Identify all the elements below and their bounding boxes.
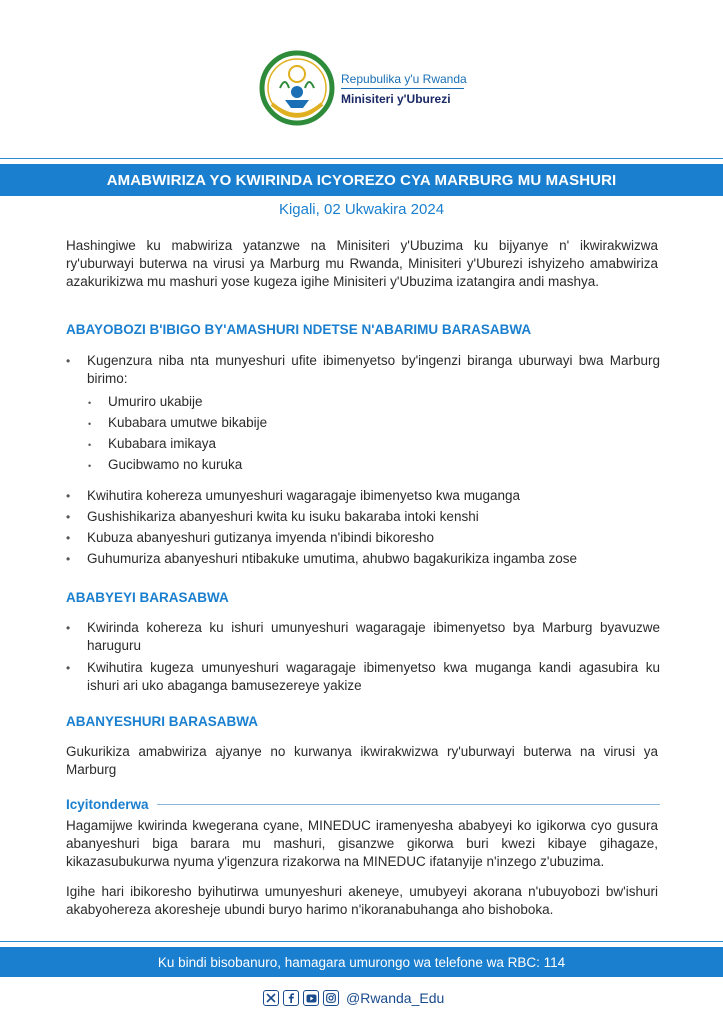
note-title: Icyitonderwa	[66, 796, 149, 812]
list-item: • Gushishikariza abanyeshuri kwita ku isuku bakaraba intoki kenshi	[66, 508, 660, 526]
hotline-text: Ku bindi bisobanuro, hamagara umurongo wa telefone wa RBC: 114	[157, 954, 566, 970]
note-rule	[157, 804, 660, 805]
list-item: • Kwihutira kohereza umunyeshuri wagaragaje ibimenyetso kwa muganga	[66, 487, 660, 505]
list-item: • Kugenzura niba nta munyeshuri ufite ibimenyetso by'ingenzi biranga uburwayi bwa Marburg birimo:	[66, 352, 660, 388]
section1-list-first	[66, 352, 660, 388]
section3-heading: ABANYESHURI BARASABWA	[66, 714, 259, 729]
section2-list	[66, 619, 660, 695]
note-heading	[66, 796, 660, 812]
footer-band	[0, 947, 723, 977]
ministry-name: Minisiteri y'Uburezi	[341, 92, 451, 106]
list-item: • Kwihutira kugeza umunyeshuri wagaragaje ibimenyetso kwa muganga kandi agasubira ku ishuri ari uko abaganga bamusezereye yakize	[66, 659, 660, 695]
document-title: AMABWIRIZA YO KWIRINDA ICYOREZO CYA MARBURG MU MASHURI	[106, 171, 617, 189]
section1-heading: ABAYOBOZI B'IBIGO BY'AMASHURI NDETSE N'ABARIMU BARASABWA	[66, 322, 532, 337]
instagram-icon[interactable]	[323, 990, 339, 1006]
list-item: • Kubuza abanyeshuri gutizanya imyenda n'ibindi bikoresho	[66, 529, 660, 547]
ministry-header	[341, 72, 467, 106]
list-item: • Kwirinda kohereza ku ishuri umunyeshuri wagaragaje ibimenyetso bya Marburg byavuzwe haruguru	[66, 619, 660, 655]
list-item: • Umuriro ukabije	[88, 393, 648, 411]
social-handle[interactable]: @Rwanda_Edu	[346, 990, 445, 1006]
list-item: • Gucibwamo no kuruka	[88, 456, 648, 474]
bottom-divider	[0, 941, 723, 942]
list-item: • Guhumuriza abanyeshuri ntibakuke umutima, ahubwo bagakurikiza ingamba zose	[66, 550, 660, 568]
top-divider	[0, 158, 723, 159]
section1-list	[66, 487, 660, 568]
symptoms-list	[88, 393, 648, 474]
note-paragraph-1: Hagamijwe kwirinda kwegerana cyane, MINEDUC iramenyesha ababyeyi ko igikorwa cyo gusura abanyeshuri biga barara mu mashuri, gisanzwe gikorwa buri kwezi kibaye gihagaze, kikazasubukurwa nyuma y'igenzura rizakorwa na MINEDUC ifatanyije n'inzego z'ubuzima.	[66, 818, 658, 869]
header-rule	[341, 88, 464, 89]
facebook-icon[interactable]	[283, 990, 299, 1006]
republic-name: Repubulika y'u Rwanda	[341, 72, 467, 86]
youtube-icon[interactable]	[303, 990, 319, 1006]
section2-heading: ABABYEYI BARASABWA	[66, 590, 229, 605]
list-item: • Kubabara umutwe bikabije	[88, 414, 648, 432]
x-icon[interactable]	[263, 990, 279, 1006]
note-paragraph-2: Igihe hari ibikoresho byihutirwa umunyeshuri akeneye, umubyeyi akorana n'ubuyobozi bw'ishuri akabyohereza akoresheje ubundi buryo harimo n'ikoranabuhanga aho bishoboka.	[66, 884, 658, 917]
dateline: Kigali, 02 Ukwakira 2024	[278, 201, 445, 218]
rwanda-coat-of-arms-logo	[258, 48, 336, 130]
social-links	[263, 990, 444, 1006]
intro-paragraph: Hashingiwe ku mabwiriza yatanzwe na Minisiteri y'Ubuzima ku bijyanye n' ikwirakwizwa ry'uburwayi buterwa na virusi ya Marburg mu Rwanda, Minisiteri y'Uburezi ishyizeho amabwiriza azakurikizwa mu mashuri yose kugeza igihe Minisiteri y'Ubuzima izatangira andi mashya.	[66, 238, 658, 289]
list-item: • Kubabara imikaya	[88, 435, 648, 453]
title-band	[0, 164, 723, 196]
section3-text: Gukurikiza amabwiriza ajyanye no kurwanya ikwirakwizwa ry'uburwayi buterwa na virusi ya Marburg	[66, 744, 658, 777]
